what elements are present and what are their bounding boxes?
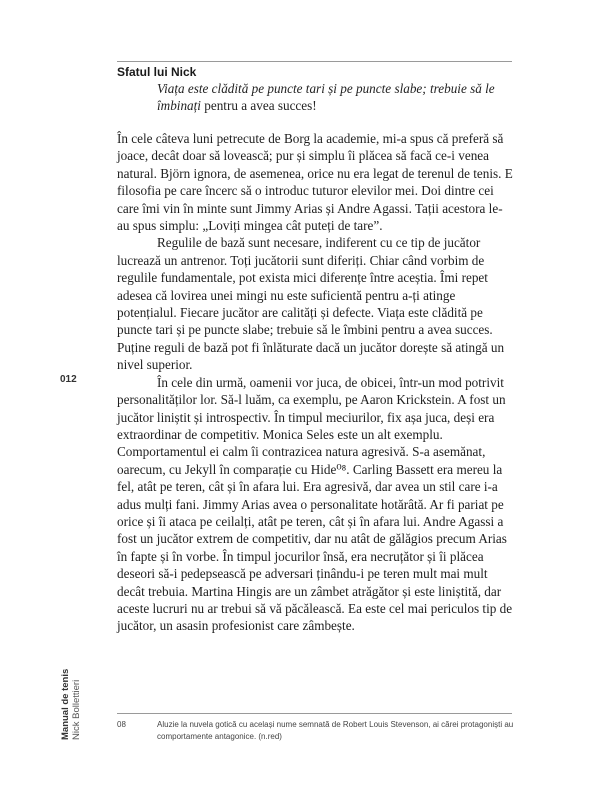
body-text (117, 130, 514, 635)
running-head-inner (60, 669, 82, 740)
tip-box-quote (157, 80, 512, 114)
footnote-text: Aluzie la nuvela gotică cu același nume semnată de Robert Louis Stevenson, ai cărei protagoniști au comportamente antagonice. (n.red) (157, 720, 514, 741)
paragraph-3: În cele din urmă, oamenii vor juca, de obicei, într-un mod potrivit personalităților lor. Să-l luăm, ca exemplu, pe Aaron Krickstein. A fost un jucător liniștit și introspectiv. În timpul meciurilor, fix așa juca, deși era extraordinar de competitiv. Monica Seles este un alt exemplu. Comportamentul ei calm îi contrazicea natura agresivă. S-a asemănat, oarecum, cu Jekyll în comparație cu Hide⁰⁸. Carling Bassett era mereu la fel, atât pe teren, cât și în afara lui. Era agresivă, dar avea un stil care i-a adus mulți fani. Jimmy Arias avea o personalitate hotărâtă. Ar fi pariat pe orice și îi ataca pe ceilalți, atât pe teren, cât și în afara lui. Andre Agassi a fost un jucător extrem de competitiv, dar nu atât de gălăgios precum Arias în fapte și în vorbe. În timpul jocurilor însă, era necruțător și îi plăcea deseori să-i pedepsească pe adversari ținându-i pe teren mult mai mult decât trebuia. Martina Hingis are un zâmbet atrăgător și este liniștită, dar aceste lucruri nu ar trebui să vă păcălească. Ea este cel mai periculos tip de jucător, un asasin profesionist care zâmbește. (117, 374, 513, 634)
book-title: Manual de tenis (60, 668, 71, 740)
book-author: Nick Bollettieri (71, 679, 82, 740)
tip-quote-part2: pentru a avea succes! (204, 98, 317, 113)
footnote-rule (117, 713, 512, 714)
top-rule (117, 61, 512, 62)
paragraph-2: Regulile de bază sunt necesare, indiferent cu ce tip de jucător lucrează un antrenor. Toți jucătorii sunt diferiți. Chiar când vorbim de regulile fundamentale, pot exista mici diferențe între aceștia. Îmi repet adesea că lovirea unei mingi nu este suficientă pentru a-ți atinge potențialul. Fiecare jucător are calități și defecte. Viața este clădită pe puncte tari și pe puncte slabe; trebuie să le îmbini pentru a avea succes. Puține reguli de bază pot fi înlăturate dacă un jucător dorește să atingă un nivel superior. (117, 235, 505, 373)
paragraph-1: În cele câteva luni petrecute de Borg la academie, mi-a spus că preferă să joace, decât doar să lovească; pur și simplu îi plăcea să facă ce-i venea natural. Björn ignora, de asemenea, orice nu era legat de terenul de tenis. E filosofia pe care încerc să o introduc tuturor elevilor mei. Doi dintre cei care îmi vin în minte sunt Jimmy Arias și Andre Agassi. Tații acestora le-au spus simplu: „Loviți mingea cât puteți de tare”. (117, 131, 513, 234)
tip-quote-part1: Viața este clădită pe puncte tari și pe puncte slabe; trebuie să le îmbinați (157, 81, 495, 113)
page-number: 012 (60, 374, 77, 385)
tip-box-title: Sfatul lui Nick (117, 65, 197, 79)
footnote-number: 08 (117, 720, 126, 729)
